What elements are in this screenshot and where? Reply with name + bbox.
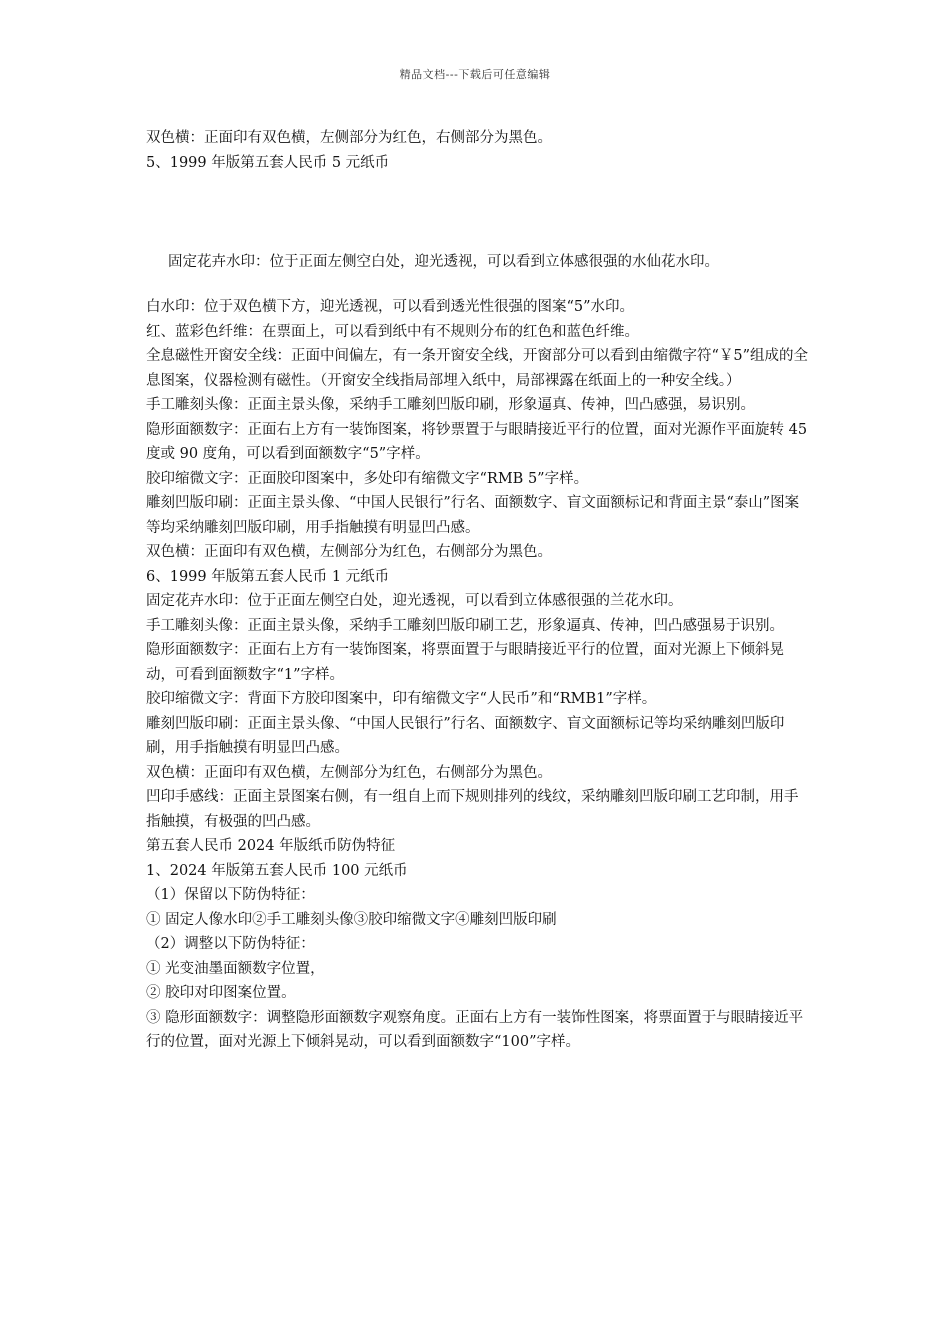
list-item: （2）调整以下防伪特征： bbox=[146, 936, 315, 952]
indented-paragraph: 固定花卉水印：位于正面左侧空白处，迎光透视，可以看到立体感很强的水仙花水印。 bbox=[168, 254, 719, 270]
paragraph: 固定花卉水印：位于正面左侧空白处，迎光透视，可以看到立体感很强的兰花水印。 bbox=[146, 593, 683, 609]
paragraph: 胶印缩微文字：背面下方胶印图案中，印有缩微文字“人民币”和“RMB1”字样。 bbox=[146, 691, 657, 707]
paragraph: 凹印手感线：正面主景图案右侧，有一组自上而下规则排列的线纹，采纳雕刻凹版印刷工艺印制，用手指触摸，有极强的凹凸感。 bbox=[146, 789, 799, 830]
paragraph: 隐形面额数字：正面右上方有一装饰图案，将票面置于与眼睛接近平行的位置，面对光源上下倾斜晃动，可看到面额数字“1”字样。 bbox=[146, 642, 784, 683]
section-heading: 第五套人民币 2024 年版纸币防伪特征 bbox=[146, 838, 396, 854]
paragraph: 胶印缩微文字：正面胶印图案中，多处印有缩微文字“RMB 5”字样。 bbox=[146, 470, 589, 487]
paragraph: 手工雕刻头像：正面主景头像，采纳手工雕刻凹版印刷工艺，形象逼真、传神，凹凸感强易于识别。 bbox=[146, 617, 784, 634]
paragraph: 白水印：位于双色横下方，迎光透视，可以看到透光性很强的图案“5”水印。 bbox=[146, 299, 635, 315]
list-item: ① 固定人像水印②手工雕刻头像③胶印缩微文字④雕刻凹版印刷 bbox=[146, 911, 557, 928]
section-heading: 5、1999 年版第五套人民币 5 元纸币 bbox=[146, 154, 390, 171]
paragraph: 隐形面额数字：正面右上方有一装饰图案，将钞票置于与眼睛接近平行的位置，面对光源作平面旋转 45 度或 90 度角，可以看到面额数字“5”字样。 bbox=[146, 421, 808, 462]
section-heading: 6、1999 年版第五套人民币 1 元纸币 bbox=[146, 568, 390, 585]
page-header: 精品文档---下载后可任意编辑 bbox=[399, 68, 551, 81]
main-text-block bbox=[146, 295, 810, 1055]
paragraph: 雕刻凹版印刷：正面主景头像、“中国人民银行”行名、面额数字、盲文面额标记和背面主景“泰山”图案等均采纳雕刻凹版印刷，用手指触摸有明显凹凸感。 bbox=[146, 495, 800, 536]
section-heading: 1、2024 年版第五套人民币 100 元纸币 bbox=[146, 862, 408, 879]
paragraph: 双色横：正面印有双色横，左侧部分为红色，右侧部分为黑色。 bbox=[146, 764, 552, 781]
list-item: ① 光变油墨面额数字位置， bbox=[146, 960, 325, 977]
list-item: ③ 隐形面额数字：调整隐形面额数字观察角度。正面右上方有一装饰性图案，将票面置于与眼睛接近平行的位置，面对光源上下倾斜晃动，可以看到面额数字“100”字样。 bbox=[146, 1009, 804, 1050]
paragraph: 全息磁性开窗安全线：正面中间偏左，有一条开窗安全线，开窗部分可以看到由缩微字符“￥5”组成的全息图案，仪器检测有磁性。（开窗安全线指局部埋入纸中，局部裸露在纸面上的一种安全线。） bbox=[146, 348, 809, 389]
paragraph: 双色横：正面印有双色横，左侧部分为红色，右侧部分为黑色。 bbox=[146, 130, 552, 146]
paragraph: 手工雕刻头像：正面主景头像，采纳手工雕刻凹版印刷，形象逼真、传神，凹凸感强，易识别。 bbox=[146, 397, 755, 413]
paragraph: 红、蓝彩色纤维：在票面上，可以看到纸中有不规则分布的红色和蓝色纤维。 bbox=[146, 323, 639, 340]
list-item: ② 胶印对印图案位置。 bbox=[146, 985, 296, 1001]
list-item: （1）保留以下防伪特征： bbox=[146, 887, 315, 903]
top-text-block bbox=[146, 126, 810, 175]
paragraph: 双色横：正面印有双色横，左侧部分为红色，右侧部分为黑色。 bbox=[146, 544, 552, 560]
paragraph: 雕刻凹版印刷：正面主景头像、“中国人民银行”行名、面额数字、盲文面额标记等均采纳雕刻凹版印刷，用手指触摸有明显凹凸感。 bbox=[146, 715, 785, 756]
